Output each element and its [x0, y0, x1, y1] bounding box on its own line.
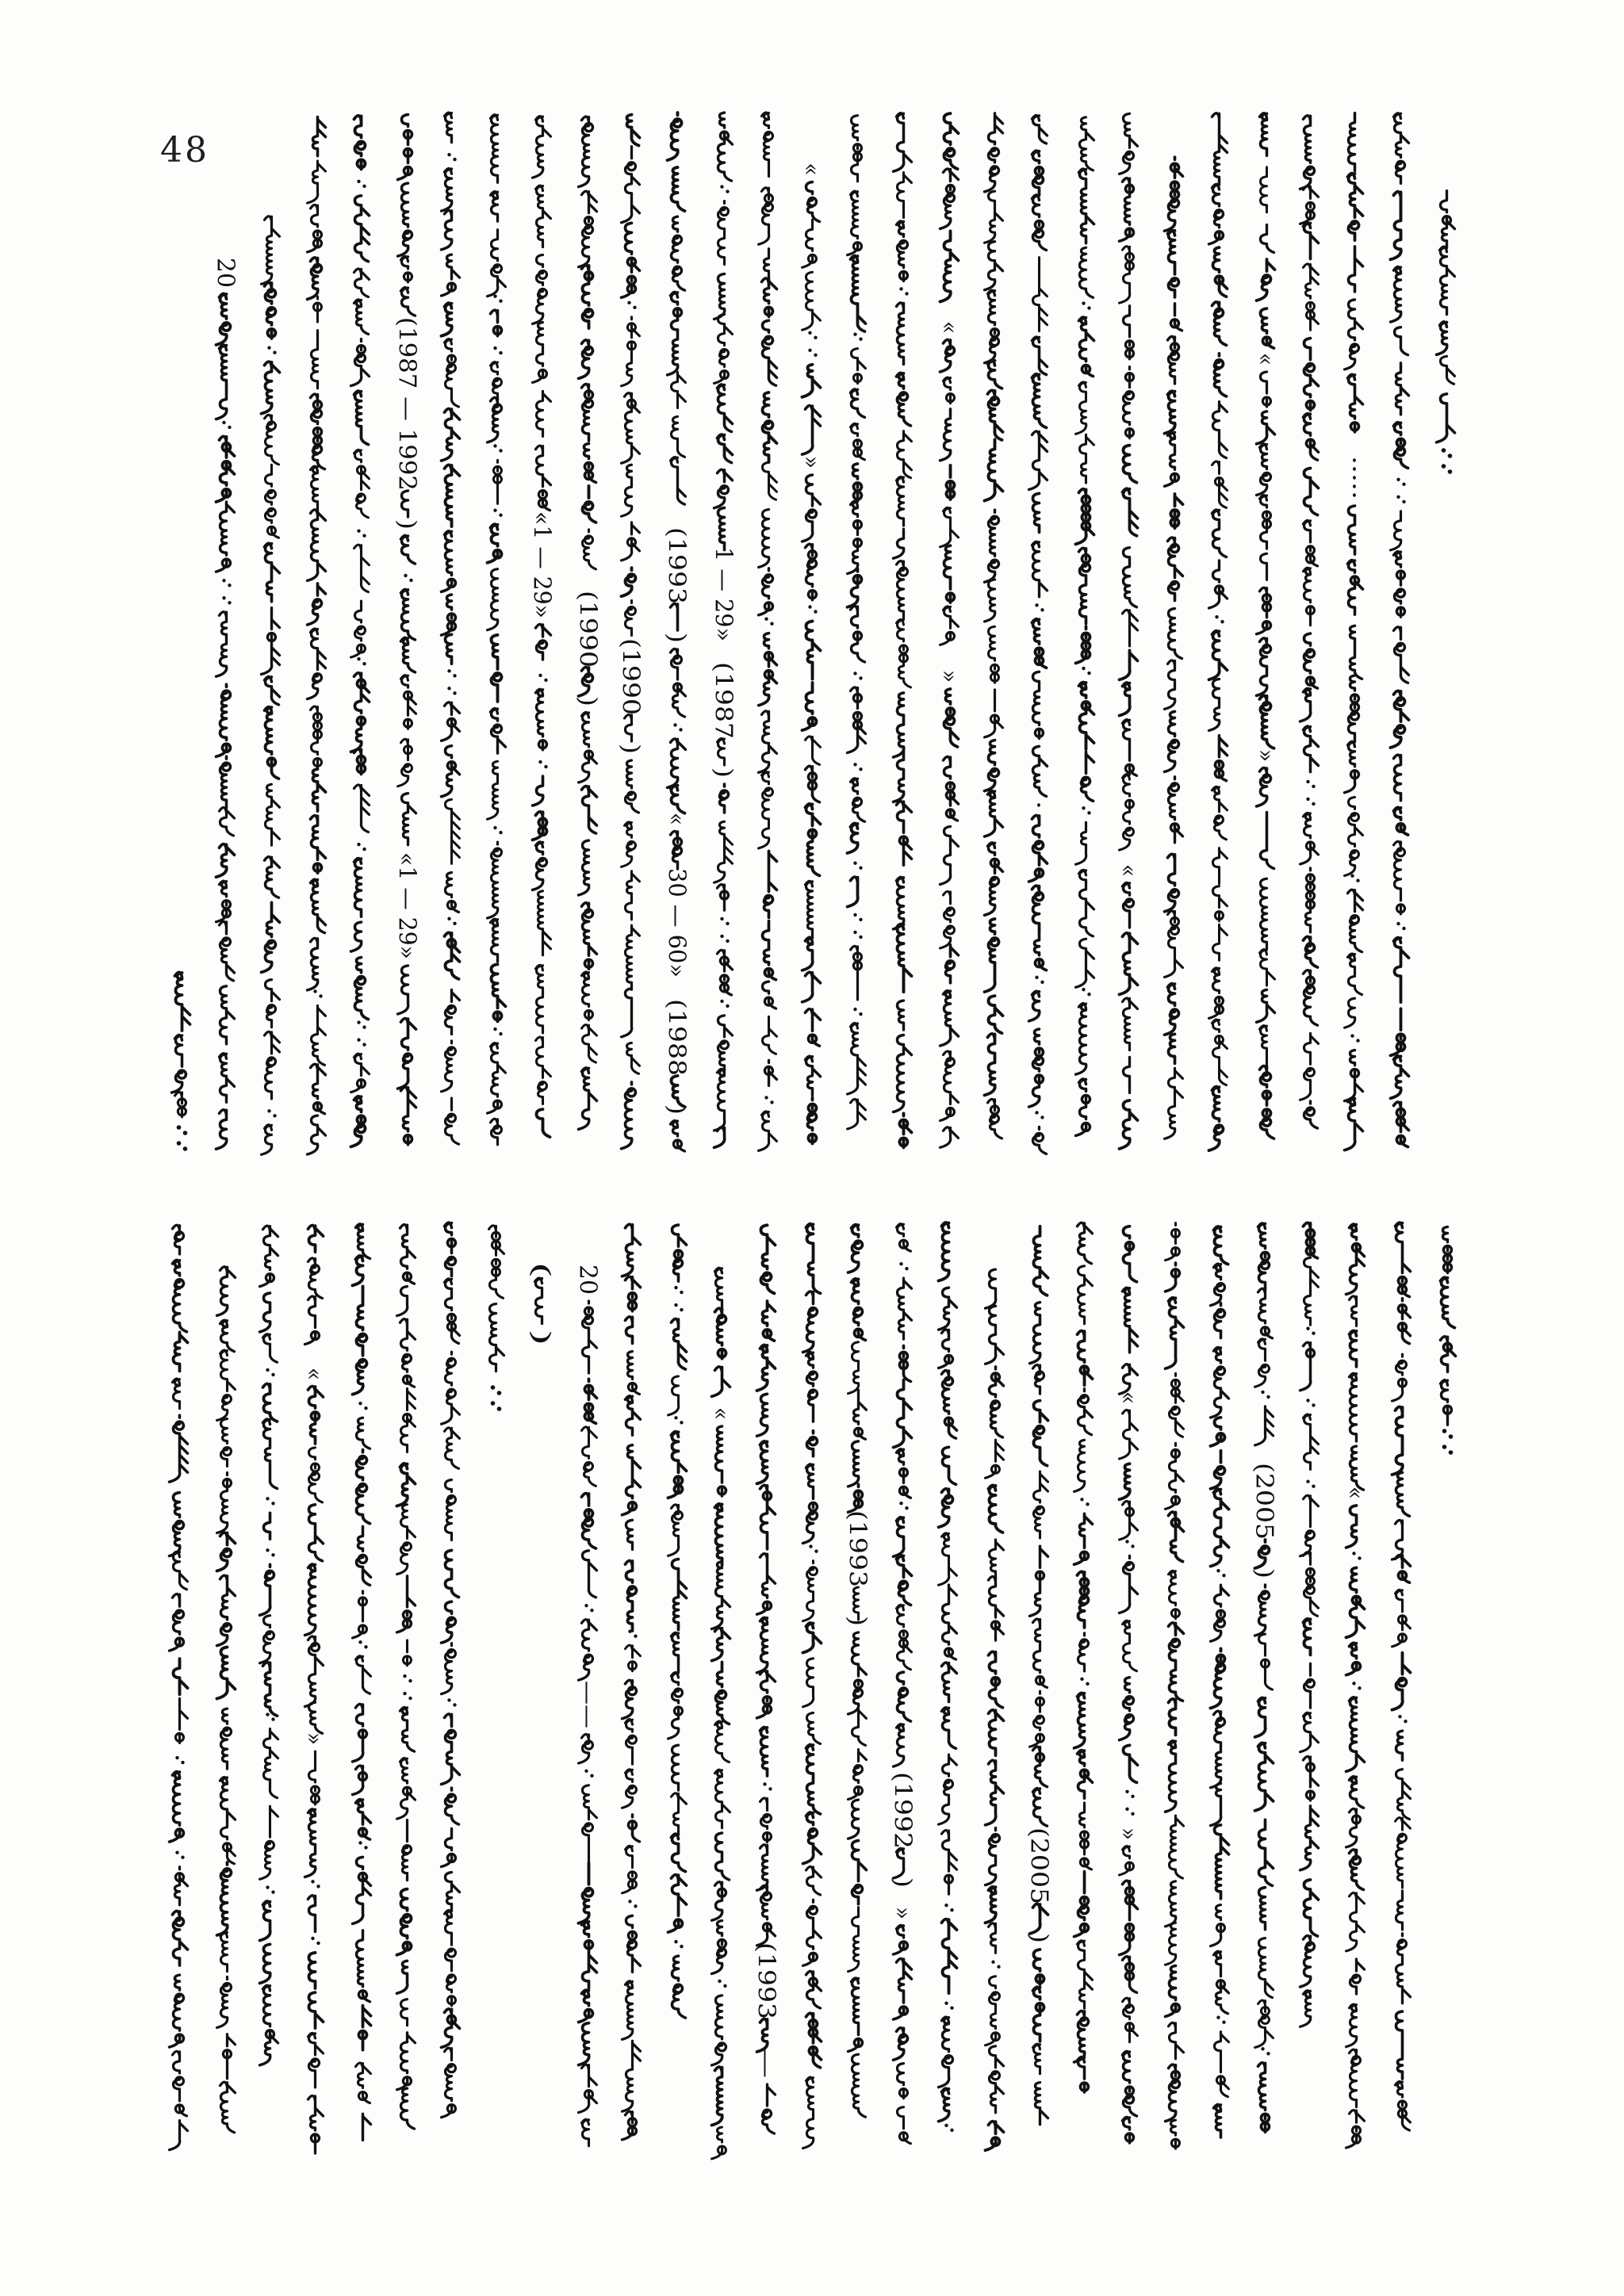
- mongolian-script-column: [1243, 1225, 1288, 2212]
- mongolian-script-column: [1424, 115, 1469, 1177]
- mongolian-script-column: [928, 115, 973, 1177]
- svg-text:«1 — 29»: «1 — 29»: [393, 852, 421, 966]
- svg-text:(1988: (1988: [662, 999, 691, 1070]
- mongolian-script-column: [1017, 115, 1062, 1177]
- mongolian-script-column: [1197, 115, 1242, 1177]
- mongolian-script-column: [429, 1225, 474, 2212]
- text-column: [835, 115, 880, 1146]
- text-band-bottom: [0, 1225, 1624, 2180]
- mongolian-script-column: [972, 115, 1017, 1177]
- text-column: [159, 115, 205, 1146]
- mongolian-script-column: [295, 115, 340, 1177]
- text-column: [702, 115, 747, 1146]
- mongolian-script-column: [1062, 1225, 1107, 2212]
- mongolian-script-column: [340, 1225, 385, 2212]
- mongolian-script-column: [1380, 1225, 1425, 2212]
- mongolian-script-column: [1334, 1225, 1379, 2212]
- text-column: [655, 115, 700, 1146]
- svg-text:·: ·: [1024, 801, 1052, 809]
- mongolian-script-column: [973, 1225, 1018, 2212]
- svg-text:»: »: [888, 1907, 917, 1922]
- mongolian-script-column: [385, 1225, 430, 2212]
- svg-text:—: —: [752, 2048, 780, 2072]
- text-column: [247, 1225, 293, 2180]
- svg-text:(1993: (1993: [843, 1510, 871, 1581]
- text-column: [1153, 1225, 1198, 2180]
- svg-text:«: «: [1251, 353, 1280, 368]
- svg-text:): ): [1250, 1568, 1278, 1578]
- svg-text:«: «: [662, 813, 691, 828]
- text-column: [429, 1225, 474, 2180]
- text-column: [1017, 115, 1062, 1146]
- svg-text:(1987 — 1992: (1987 — 1992: [393, 317, 421, 487]
- text-column: [1107, 115, 1152, 1146]
- svg-text:): ): [888, 1877, 917, 1887]
- mongolian-script-column: [836, 1225, 881, 2212]
- mongolian-script-column: [745, 1225, 790, 2212]
- mongolian-script-column: [159, 115, 205, 1177]
- text-column: [293, 1225, 338, 2180]
- text-column: [609, 115, 654, 1146]
- mongolian-script-column: [881, 1225, 926, 2212]
- mongolian-script-column: [157, 1225, 202, 2212]
- svg-text:«: «: [300, 1368, 328, 1383]
- mongolian-script-column: [699, 1225, 745, 2212]
- svg-text:): ): [393, 519, 421, 529]
- text-column: [926, 1225, 971, 2180]
- mongolian-script-column: [1017, 1225, 1063, 2212]
- mongolian-script-column: [247, 1225, 293, 2212]
- svg-text:«: «: [1114, 864, 1143, 879]
- text-column: [746, 115, 791, 1146]
- svg-text:): ): [843, 1616, 871, 1625]
- text-column: [1378, 115, 1423, 1146]
- svg-text:«: «: [935, 321, 963, 336]
- svg-text:»: »: [300, 1732, 328, 1747]
- mongolian-script-column: [656, 1225, 701, 2212]
- svg-text:·····: ·····: [1339, 456, 1368, 494]
- mongolian-script-column: [1425, 1225, 1470, 2212]
- svg-text:(2005: (2005: [1250, 1463, 1278, 1533]
- text-column: [699, 1225, 745, 2180]
- text-column: [1198, 1225, 1243, 2180]
- svg-text:): ): [616, 744, 645, 753]
- svg-text:1 — 29»: 1 — 29»: [709, 547, 737, 646]
- svg-text:): ): [709, 767, 737, 777]
- text-column: [790, 115, 835, 1146]
- svg-text:«: «: [797, 163, 825, 178]
- svg-text:(2005: (2005: [1025, 1827, 1053, 1898]
- text-column: [1380, 1225, 1425, 2180]
- text-column: [836, 1225, 881, 2180]
- mongolian-script-column: [655, 115, 700, 1177]
- text-column: [973, 1225, 1018, 2180]
- text-column: [881, 1225, 926, 2180]
- svg-text:(1990: (1990: [616, 638, 645, 709]
- page-number: 48: [160, 130, 209, 170]
- text-band-top: [0, 115, 1624, 1146]
- mongolian-script-column: [249, 115, 294, 1177]
- mongolian-script-column: [566, 1225, 611, 2212]
- mongolian-script-column: [1332, 115, 1377, 1177]
- text-column: [205, 1225, 250, 2180]
- svg-text:——: ——: [573, 1681, 602, 1728]
- svg-text:«1 — 29»: «1 — 29»: [527, 511, 556, 626]
- text-column: [204, 115, 249, 1146]
- svg-text:20: 20: [573, 1265, 602, 1295]
- svg-text:20: 20: [211, 258, 239, 289]
- text-column: [972, 115, 1017, 1146]
- mongolian-script-column: [746, 115, 791, 1177]
- svg-text:(1993: (1993: [662, 527, 691, 598]
- text-column: [656, 1225, 701, 2180]
- svg-text:): ): [662, 633, 691, 642]
- mongolian-script-column: [519, 1225, 565, 2212]
- text-column: [473, 1225, 519, 2180]
- svg-text:«: «: [1114, 1391, 1143, 1406]
- mongolian-script-column: [520, 115, 565, 1177]
- text-column: [791, 1225, 836, 2180]
- mongolian-script-column: [1107, 1225, 1152, 2212]
- text-column: [566, 115, 611, 1146]
- svg-text:»: »: [1251, 749, 1280, 764]
- text-column: [1063, 115, 1109, 1146]
- svg-text:»: »: [797, 456, 825, 471]
- text-column: [249, 115, 294, 1146]
- mongolian-script-column: [385, 115, 431, 1177]
- text-column: [566, 1225, 611, 2180]
- mongolian-script-column: [293, 1225, 338, 2212]
- svg-text:«: «: [1341, 1487, 1369, 1502]
- text-column: [385, 115, 431, 1146]
- text-column: [475, 115, 520, 1146]
- mongolian-script-column: [339, 115, 384, 1177]
- mongolian-script-column: [791, 1225, 836, 2212]
- mongolian-script-column: [429, 115, 474, 1177]
- svg-text:): ): [527, 1329, 555, 1339]
- text-column: [339, 115, 384, 1146]
- mongolian-script-column: [1152, 115, 1197, 1177]
- mongolian-script-column: [566, 115, 611, 1177]
- mongolian-script-column: [835, 115, 880, 1177]
- svg-text:): ): [573, 696, 602, 706]
- text-column: [1152, 115, 1197, 1146]
- text-column: [1288, 115, 1333, 1146]
- text-column: [429, 115, 474, 1146]
- text-column: [928, 115, 973, 1146]
- svg-text:30 — 60»: 30 — 60»: [662, 868, 691, 982]
- mongolian-script-column: [475, 115, 520, 1177]
- mongolian-script-column: [205, 1225, 250, 2212]
- text-column: [1107, 1225, 1152, 2180]
- text-column: [520, 115, 565, 1146]
- text-column: [1243, 1225, 1288, 2180]
- text-column: [610, 1225, 655, 2180]
- text-column: [1424, 115, 1469, 1146]
- mongolian-script-column: [1153, 1225, 1198, 2212]
- svg-text:»: »: [935, 670, 963, 685]
- text-column: [295, 115, 340, 1146]
- text-column: [1425, 1225, 1470, 2180]
- svg-text:): ): [662, 1104, 691, 1114]
- svg-text:(: (: [527, 1261, 555, 1272]
- text-column: [157, 1225, 202, 2180]
- text-column: [1332, 115, 1377, 1146]
- text-column: [881, 115, 926, 1146]
- text-column: [385, 1225, 430, 2180]
- mongolian-script-column: [790, 115, 835, 1177]
- text-column: [1197, 115, 1242, 1146]
- svg-text:(1993: (1993: [752, 1942, 780, 2013]
- mongolian-script-column: [1107, 115, 1152, 1177]
- svg-text:): ): [1025, 1933, 1053, 1942]
- text-column: [1288, 1225, 1333, 2180]
- text-column: [745, 1225, 790, 2180]
- text-column: [1244, 115, 1289, 1146]
- svg-text:(1990: (1990: [573, 591, 602, 661]
- mongolian-script-column: [881, 115, 926, 1177]
- svg-text:»: »: [1114, 1827, 1143, 1843]
- mongolian-script-column: [1288, 115, 1333, 1177]
- mongolian-script-column: [204, 115, 249, 1177]
- mongolian-script-column: [926, 1225, 971, 2212]
- mongolian-script-column: [1288, 1225, 1333, 2212]
- mongolian-script-column: [610, 1225, 655, 2212]
- mongolian-script-column: [1378, 115, 1423, 1177]
- mongolian-script-column: [702, 115, 747, 1177]
- mongolian-script-column: [1198, 1225, 1243, 2212]
- mongolian-script-column: [609, 115, 654, 1177]
- mongolian-script-column: [473, 1225, 519, 2212]
- text-column: [519, 1225, 565, 2180]
- mongolian-script-column: [1244, 115, 1289, 1177]
- text-column: [1062, 1225, 1107, 2180]
- text-column: [1334, 1225, 1379, 2180]
- mongolian-script-column: [1063, 115, 1109, 1177]
- svg-text:«: «: [707, 1407, 735, 1422]
- svg-text:(1992: (1992: [888, 1772, 917, 1843]
- svg-text:(1987: (1987: [709, 662, 737, 733]
- text-column: [340, 1225, 385, 2180]
- text-column: [1017, 1225, 1063, 2180]
